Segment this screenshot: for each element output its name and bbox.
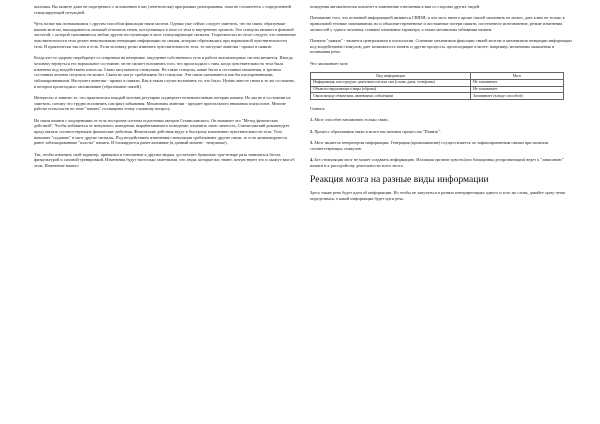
memory-table — [310, 72, 564, 100]
table-header-cell: Вид информации — [311, 73, 471, 80]
left-paragraph-1: Чуть позже мы познакомимся с другим способом фиксации связи мозгом. Однако уже сейчас следует заметить, что на связи, образуемые нашим мозгом, накладывается сильный отпечаток генов, поступающих в мозг от тела и внутренних органов. Эти стимулы являются фоновой частотой, с которой смешиваются любые другие поступающие в мозг стимулирующие сигналы. Теоретически из этого следует, что изменение чувствительности тела делает невозможным генерацию информации по связям, которые образовались при нормальной чувствительности тела. И практически так оно и есть. Если человеку резко изменить чувствительность тела, то наступит амнезия - провал в памяти. — [34, 21, 296, 49]
conclusion-text: Процесс образования связи в мозге мы назовем процессом "Память". — [314, 128, 442, 134]
table-cell: Связи между объектами, явлениями, событиями — [311, 93, 471, 100]
left-paragraph-5: Так, чтобы изменить свой характер, привычки и отношение к другим людям, достаточно буквально три-четыре раза заниматься бегом, физкультурой и силовой тренировкой. Изменения будут настолько заметными, что люди, которые вас знают, почувствуют это и скажут вам об этом. Изменение вашего — [34, 151, 295, 169]
conclusion-text: Мозг является генератором информации. Генерация (припоминание) осуществляется по зафиксированным связям при наличии соответствующих стимулов. — [310, 140, 549, 151]
right-paragraph-1: Понимание того, что истинной информацией являются СВЯЗИ, и что мозг ничего кроме связей запомнить не может, дает ключ не только к правильной технике запоминания, но и объясняет временные и постоянные потери памяти, постепенное исчезновение, резкие изменения личностей у одного человека, плавное изменение характера, а также механизмы забывания памяти. — [310, 15, 565, 32]
conclusion-number: 4. — [310, 157, 314, 163]
conclusion-item — [310, 140, 572, 151]
section-heading: Реакция мозга на разные виды информации — [310, 174, 489, 186]
left-column — [34, 4, 296, 174]
table-row — [311, 86, 564, 93]
table-cell: Не запоминает — [471, 79, 564, 86]
conclusion-number: 2. — [310, 128, 314, 134]
conclusion-number: 1. — [310, 117, 314, 123]
table-cell: Информация, или продукт деятельности или сам (слова, даты, телефоны) — [311, 79, 471, 86]
left-paragraph-4: На связи памяти с ощущениями от тела построена система подготовки актеров Станиславского. Он называет это "Метод физических действий". Чтобы избавиться от ненужного поведения, вырабатываемого поведение, изменить свою личность, Станиславский рекомендует представлять соответствующие физические действия. Физические действия ведут к быстрому изменению чувствительности тела. Тело начинает "подавать" в мозг другие сигналы. Под воздействием изменения стимуляции срабатывают другие связи, то есть активизируются ранее заблокированные "пласты" памяти. И блокируются ранее активные (в данный момент - ненужные). — [34, 117, 290, 146]
table-cell: Не запоминает — [471, 86, 564, 93]
table-cell: Объекты окружающего мира (образы) — [311, 86, 471, 93]
section-paragraph: Здесь также речь будет идти об информации. Но чтобы не запутаться в разных интерпретациях одного и того же слова, давайте сразу четко определимся, о какой информации будет идти речь. — [310, 190, 566, 201]
conclusion-item — [310, 129, 572, 135]
table-row — [311, 79, 564, 86]
conclusion-text: Без стимуляции мозг не может создавать информацию. Изоляция органов чувств (или блокировка дезорганизации) ведет к "зависанию" памяти и к расстройству деятельности всего мозга. — [310, 157, 564, 168]
right-column — [310, 4, 572, 207]
conclusion-label: Главное — [310, 106, 325, 112]
table-cell: Запоминает (в виде способов) — [471, 93, 564, 100]
left-paragraph-3: Интересно и занятно то, что практически каждый человек регулярно подвергает незначительным потерям памяти. Но мы не в состоянии их заметить, потому что трудно вспомнить сам факт забывания. Механизмы амнезии - предмет пристального внимания психологов. Многие работы психологов по теме "память" посвящены этому сложному вопросу. — [34, 94, 291, 112]
table-header-cell: Мозг — [471, 73, 564, 80]
conclusion-number: 3. — [310, 140, 314, 146]
right-paragraph-2: Понятие "память" - является центральным в психологии. Сознание механизмов фиксации связей мозгом и механизмов генерации информации под воздействием стимулов, дает возможность понять и другие процессы, происходящие в мозге, например, механизмы мышления и понимания речи. — [310, 38, 572, 55]
table-header-row — [311, 73, 564, 80]
table-caption: Что запоминает мозг — [310, 60, 349, 66]
table-row — [311, 93, 564, 100]
right-lead-paragraph: поведения автоматически повлечет к изменению отношения к вам со стороны других людей. — [310, 4, 481, 9]
conclusion-item — [310, 157, 572, 168]
conclusion-text: Мозг способен запоминать только связи. — [314, 117, 389, 123]
left-paragraph-2: Когда кто-то здорово переборщет со спиртным на вечеринке, ощущение собственного тела и работа анализаторных систем меняется. Иногда человеку вернуться его нормальное состояние, он не сможет вспомнить того, что происходило с ним, когда чувствительность тела была изменена под воздействием алкоголя. Связи запускаются стимулами. Но такие стимулы, какие были в состоянии опьянения, в трезвом состоянии человек получить не может. Связи не могут срабатывать без стимулов. Эти связи оказываются как бы изолированными, заблокированными. Наступает амнезия - провал в памяти. Как в таком случае вспомнить то, что было. Нужно вместе снова в то же состояние, в котором происходило запоминание (образование связей). — [34, 55, 295, 89]
conclusion-item — [310, 117, 572, 123]
left-lead-paragraph: пылинка. Вы можете даже не подозревать о заложенных в вас (генетически) программах реагирования, пока не столкнетесь с определенной стимулирующей ситуацией. — [34, 4, 291, 15]
